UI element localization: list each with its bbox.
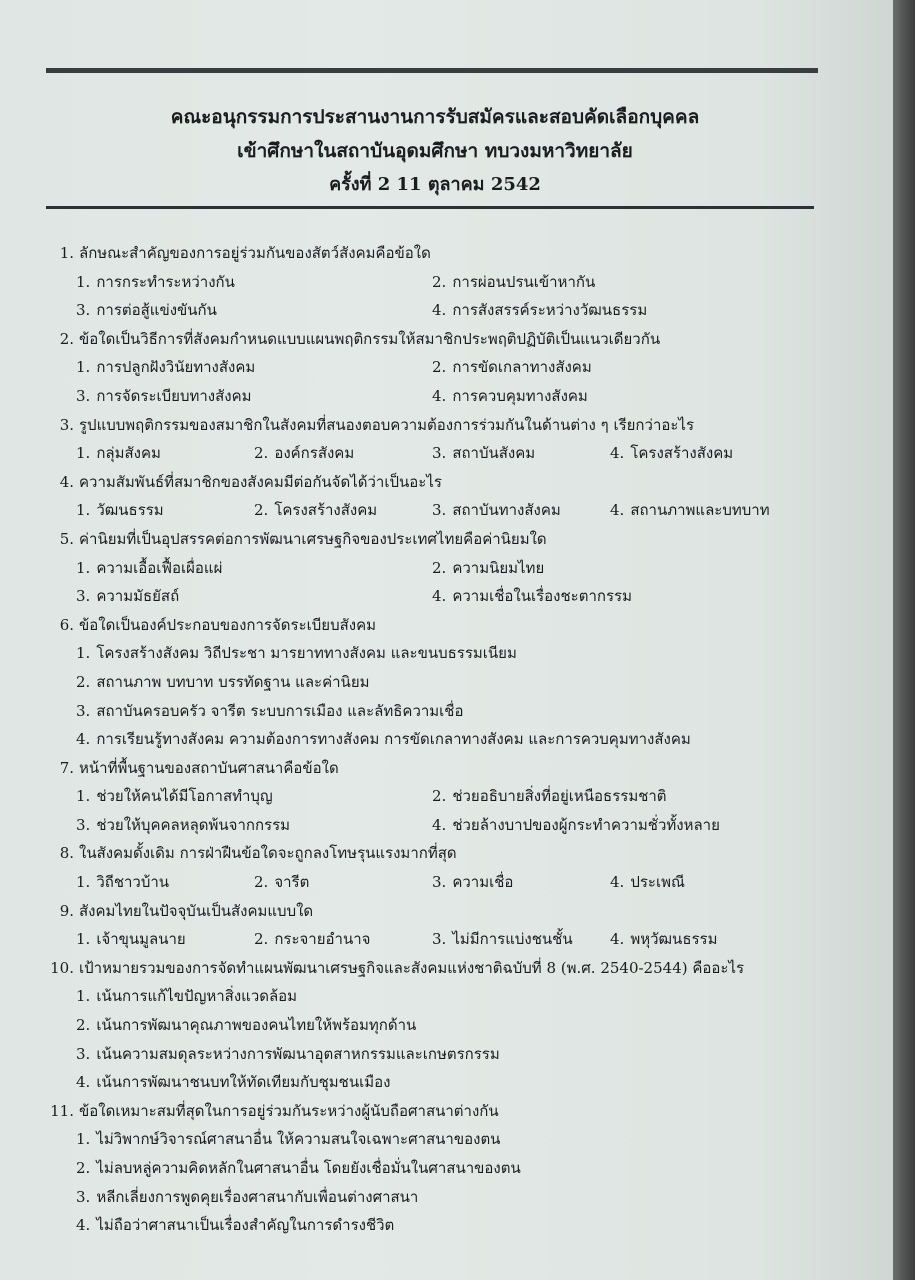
option-row <box>76 811 840 840</box>
option-list <box>76 782 840 839</box>
option-1 <box>76 639 836 668</box>
option-number: 2. <box>432 558 447 577</box>
option-3 <box>76 811 432 840</box>
option-1 <box>76 925 254 954</box>
question-1 <box>40 239 840 325</box>
option-text: การต่อสู้แข่งขันกัน <box>96 301 217 320</box>
option-number: 3. <box>432 930 447 949</box>
option-3 <box>76 1040 836 1069</box>
option-2 <box>432 554 788 583</box>
option-number: 2. <box>432 272 447 291</box>
question-8 <box>40 839 840 896</box>
option-3 <box>76 382 432 411</box>
option-1 <box>76 1125 836 1154</box>
option-4 <box>76 725 836 754</box>
question-text: รูปแบบพฤติกรรมของสมาชิกในสังคมที่สนองตอบความต้องการร่วมกันในด้านต่าง ๆ เรียกว่าอะไร <box>79 415 695 434</box>
question-number: 9. <box>59 901 74 920</box>
option-number: 3. <box>76 587 91 606</box>
option-row <box>76 639 840 668</box>
option-row <box>76 296 840 325</box>
option-row <box>76 582 840 611</box>
option-text: การปลูกฝังวินัยทางสังคม <box>96 358 256 377</box>
option-text: ช่วยให้คนได้มีโอกาสทำบุญ <box>96 787 273 806</box>
option-4 <box>432 811 788 840</box>
option-row <box>76 496 840 525</box>
option-list <box>76 353 840 410</box>
option-2 <box>432 268 788 297</box>
option-row <box>76 925 840 954</box>
option-text: เน้นความสมดุลระหว่างการพัฒนาอุตสาหกรรมและเกษตรกรรม <box>96 1044 500 1063</box>
option-row <box>76 1154 840 1183</box>
header-line-1: คณะอนุกรรมการประสานงานการรับสมัครและสอบคัดเลือกบุคคล <box>170 106 700 128</box>
option-text: ความนิยมไทย <box>452 558 545 577</box>
option-3 <box>76 582 432 611</box>
question-stem <box>40 239 840 268</box>
option-row <box>76 697 840 726</box>
option-1 <box>76 496 254 525</box>
question-list <box>40 239 840 1240</box>
option-row <box>76 668 840 697</box>
option-4 <box>432 296 788 325</box>
option-row <box>76 1183 840 1212</box>
question-2 <box>40 325 840 411</box>
question-text: ข้อใดเหมาะสมที่สุดในการอยู่ร่วมกันระหว่างผู้นับถือศาสนาต่างกัน <box>79 1101 499 1120</box>
option-2 <box>254 868 432 897</box>
option-text: ไม่ถือว่าศาสนาเป็นเรื่องสำคัญในการดำรงชีวิต <box>96 1216 395 1235</box>
option-number: 2. <box>76 1016 91 1035</box>
question-stem <box>40 525 840 554</box>
option-row <box>76 1040 840 1069</box>
option-text: การสังสรรค์ระหว่างวัฒนธรรม <box>452 301 648 320</box>
option-text: ช่วยล้างบาปของผู้กระทำความชั่วทั้งหลาย <box>452 815 720 834</box>
option-number: 2. <box>432 358 447 377</box>
option-list <box>76 496 840 525</box>
option-3 <box>76 697 836 726</box>
option-text: กระจายอำนาจ <box>274 930 371 949</box>
option-text: จารีต <box>274 873 310 892</box>
option-text: ความเชื่อ <box>452 873 514 892</box>
question-number: 3. <box>59 415 74 434</box>
option-row <box>76 1125 840 1154</box>
option-number: 4. <box>610 501 625 520</box>
option-number: 1. <box>76 444 91 463</box>
option-text: สถาบันครอบครัว จารีต ระบบการเมือง และลัทธิความเชื่อ <box>96 701 464 720</box>
option-number: 4. <box>610 873 625 892</box>
question-stem <box>40 954 840 983</box>
option-number: 1. <box>76 787 91 806</box>
option-4 <box>610 868 788 897</box>
option-number: 1. <box>76 873 91 892</box>
option-text: ไม่มีการแบ่งชนชั้น <box>452 930 573 949</box>
option-text: ไม่ลบหลู่ความคิดหลักในศาสนาอื่น โดยยังเชื่อมั่นในศาสนาของตน <box>96 1159 521 1177</box>
question-stem <box>40 1097 840 1126</box>
option-4 <box>432 382 788 411</box>
option-1 <box>76 353 432 382</box>
option-text: การกระทำระหว่างกัน <box>96 272 235 291</box>
option-text: การขัดเกลาทางสังคม <box>452 358 592 377</box>
option-text: กลุ่มสังคม <box>96 444 161 463</box>
option-text: โครงสร้างสังคม วิถีประชา มารยาททางสังคม และขนบธรรมเนียม <box>96 644 517 663</box>
option-3 <box>432 496 610 525</box>
option-number: 4. <box>432 386 447 405</box>
option-text: องค์กรสังคม <box>274 444 355 463</box>
option-row <box>76 353 840 382</box>
option-text: ไม่วิพากษ์วิจารณ์ศาสนาอื่น ให้ความสนใจเฉพาะศาสนาของตน <box>96 1130 501 1149</box>
question-stem <box>40 897 840 926</box>
option-3 <box>76 1183 836 1212</box>
option-3 <box>432 925 610 954</box>
option-3 <box>432 439 610 468</box>
option-text: ความมัธยัสถ์ <box>96 587 180 606</box>
question-number: 11. <box>50 1101 74 1120</box>
question-number: 10. <box>50 958 74 977</box>
option-number: 3. <box>432 501 447 520</box>
option-2 <box>254 439 432 468</box>
option-text: ประเพณี <box>630 873 685 892</box>
question-text: ข้อใดเป็นองค์ประกอบของการจัดระเบียบสังคม <box>79 615 376 634</box>
question-6 <box>40 611 840 754</box>
option-number: 2. <box>254 873 269 892</box>
option-4 <box>610 925 788 954</box>
option-2 <box>254 925 432 954</box>
option-number: 1. <box>76 1130 91 1149</box>
option-text: เน้นการแก้ไขปัญหาสิ่งแวดล้อม <box>96 987 298 1006</box>
option-text: พหุวัฒนธรรม <box>630 930 718 949</box>
option-4 <box>76 1211 836 1240</box>
question-stem <box>40 325 840 354</box>
question-text: ความสัมพันธ์ที่สมาชิกของสังคมมีต่อกันจัดได้ว่าเป็นอะไร <box>79 472 442 491</box>
option-number: 4. <box>432 815 447 834</box>
question-number: 5. <box>59 529 74 548</box>
question-text: ข้อใดเป็นวิธีการที่สังคมกำหนดแบบแผนพฤติกรรมให้สมาชิกประพฤติปฏิบัติเป็นแนวเดียวกัน <box>79 329 661 348</box>
question-9 <box>40 897 840 954</box>
question-4 <box>40 468 840 525</box>
option-list <box>76 439 840 468</box>
option-number: 4. <box>76 730 91 749</box>
option-text: ความเอื้อเฟื้อเผื่อแผ่ <box>96 558 223 577</box>
option-row <box>76 1011 840 1040</box>
question-text: สังคมไทยในปัจจุบันเป็นสังคมแบบใด <box>79 901 314 920</box>
option-4 <box>432 582 788 611</box>
question-number: 1. <box>59 244 74 262</box>
option-text: การควบคุมทางสังคม <box>452 386 588 405</box>
question-text: หน้าที่พื้นฐานของสถาบันศาสนาคือข้อใด <box>79 758 339 777</box>
question-10 <box>40 954 840 1097</box>
option-number: 2. <box>76 1159 91 1177</box>
option-number: 3. <box>76 386 91 405</box>
option-text: วัฒนธรรม <box>96 501 164 520</box>
page-edge <box>893 0 915 1280</box>
question-stem <box>40 839 840 868</box>
question-stem <box>40 411 840 440</box>
header-line-2: เข้าศึกษาในสถาบันอุดมศึกษา ทบวงมหาวิทยาลัย <box>237 140 633 162</box>
option-number: 3. <box>76 301 91 320</box>
question-number: 8. <box>59 844 74 863</box>
option-text: โครงสร้างสังคม <box>274 501 378 520</box>
option-number: 1. <box>76 644 91 663</box>
top-rule <box>46 68 818 73</box>
option-2 <box>432 353 788 382</box>
question-number: 6. <box>59 615 74 634</box>
question-stem <box>40 468 840 497</box>
question-text: เป้าหมายรวมของการจัดทำแผนพัฒนาเศรษฐกิจและสังคมแห่งชาติฉบับที่ 8 (พ.ศ. 2540-2544) คืออะไร <box>79 958 745 977</box>
option-text: โครงสร้างสังคม <box>630 444 734 463</box>
question-stem <box>40 611 840 640</box>
option-number: 3. <box>432 873 447 892</box>
option-list <box>76 925 840 954</box>
option-number: 3. <box>76 701 91 720</box>
option-row <box>76 1211 840 1240</box>
option-text: สถานภาพ บทบาท บรรทัดฐาน และค่านิยม <box>96 672 370 691</box>
question-number: 7. <box>59 758 74 777</box>
option-text: สถาบันสังคม <box>452 444 536 463</box>
option-text: ช่วยให้บุคคลหลุดพ้นจากกรรม <box>96 815 291 834</box>
question-text: ลักษณะสำคัญของการอยู่ร่วมกันของสัตว์สังคมคือข้อใด <box>79 244 431 262</box>
option-1 <box>76 782 432 811</box>
option-row <box>76 439 840 468</box>
option-text: หลีกเลี่ยงการพูดคุยเรื่องศาสนากับเพื่อนต่างศาสนา <box>96 1187 419 1206</box>
option-number: 4. <box>76 1073 91 1092</box>
option-number: 1. <box>76 272 91 291</box>
option-number: 1. <box>76 501 91 520</box>
header-rule <box>46 206 814 209</box>
option-number: 4. <box>610 930 625 949</box>
question-number: 4. <box>59 472 74 491</box>
option-number: 2. <box>254 501 269 520</box>
option-3 <box>432 868 610 897</box>
option-row <box>76 782 840 811</box>
option-number: 2. <box>254 930 269 949</box>
question-3 <box>40 411 840 468</box>
option-row <box>76 982 840 1011</box>
option-row <box>76 1068 840 1097</box>
option-3 <box>76 296 432 325</box>
option-text: สถาบันทางสังคม <box>452 501 561 520</box>
option-number: 2. <box>254 444 269 463</box>
option-number: 3. <box>76 1187 91 1206</box>
option-number: 2. <box>432 787 447 806</box>
option-2 <box>76 1154 836 1183</box>
option-2 <box>76 1011 836 1040</box>
option-row <box>76 868 840 897</box>
option-row <box>76 268 840 297</box>
option-number: 4. <box>432 301 447 320</box>
option-text: การเรียนรู้ทางสังคม ความต้องการทางสังคม การขัดเกลาทางสังคม และการควบคุมทางสังคม <box>96 730 691 749</box>
option-text: เน้นการพัฒนาคุณภาพของคนไทยให้พร้อมทุกด้าน <box>96 1016 417 1035</box>
option-4 <box>76 1068 836 1097</box>
option-row <box>76 725 840 754</box>
question-5 <box>40 525 840 611</box>
option-list <box>76 639 840 753</box>
option-row <box>76 554 840 583</box>
option-number: 3. <box>76 1044 91 1063</box>
option-number: 2. <box>76 672 91 691</box>
option-number: 1. <box>76 358 91 377</box>
option-2 <box>432 782 788 811</box>
option-text: ช่วยอธิบายสิ่งที่อยู่เหนือธรรมชาติ <box>452 787 667 806</box>
option-number: 1. <box>76 930 91 949</box>
option-list <box>76 868 840 897</box>
option-number: 4. <box>610 444 625 463</box>
option-text: วิถีชาวบ้าน <box>96 873 170 892</box>
option-list <box>76 554 840 611</box>
option-number: 3. <box>432 444 447 463</box>
question-text: ค่านิยมที่เป็นอุปสรรคต่อการพัฒนาเศรษฐกิจของประเทศไทยคือค่านิยมใด <box>79 529 547 548</box>
option-list <box>76 268 840 325</box>
option-text: เน้นการพัฒนาชนบทให้ทัดเทียมกับชุมชนเมือง <box>96 1073 391 1092</box>
option-1 <box>76 439 254 468</box>
option-text: สถานภาพและบทบาท <box>630 501 770 520</box>
option-text: เจ้าขุนมูลนาย <box>96 930 186 949</box>
option-number: 1. <box>76 987 91 1006</box>
question-7 <box>40 754 840 840</box>
option-1 <box>76 868 254 897</box>
option-list <box>76 1125 840 1239</box>
question-text: ในสังคมดั้งเดิม การฝ่าฝืนข้อใดจะถูกลงโทษรุนแรงมากที่สุด <box>79 844 457 863</box>
option-2 <box>254 496 432 525</box>
option-number: 3. <box>76 815 91 834</box>
option-text: การผ่อนปรนเข้าหากัน <box>452 272 596 291</box>
option-row <box>76 382 840 411</box>
option-text: การจัดระเบียบทางสังคม <box>96 386 252 405</box>
option-1 <box>76 982 836 1011</box>
option-4 <box>610 439 788 468</box>
option-1 <box>76 554 432 583</box>
option-number: 4. <box>76 1216 91 1235</box>
option-2 <box>76 668 836 697</box>
header-line-3: ครั้งที่ 2 11 ตุลาคม 2542 <box>329 174 541 195</box>
option-1 <box>76 268 432 297</box>
option-list <box>76 982 840 1096</box>
question-stem <box>40 754 840 783</box>
option-4 <box>610 496 788 525</box>
option-number: 1. <box>76 558 91 577</box>
question-11 <box>40 1097 840 1240</box>
option-text: ความเชื่อในเรื่องชะตากรรม <box>452 587 632 606</box>
exam-header <box>40 100 830 202</box>
question-number: 2. <box>59 329 74 348</box>
option-number: 4. <box>432 587 447 606</box>
